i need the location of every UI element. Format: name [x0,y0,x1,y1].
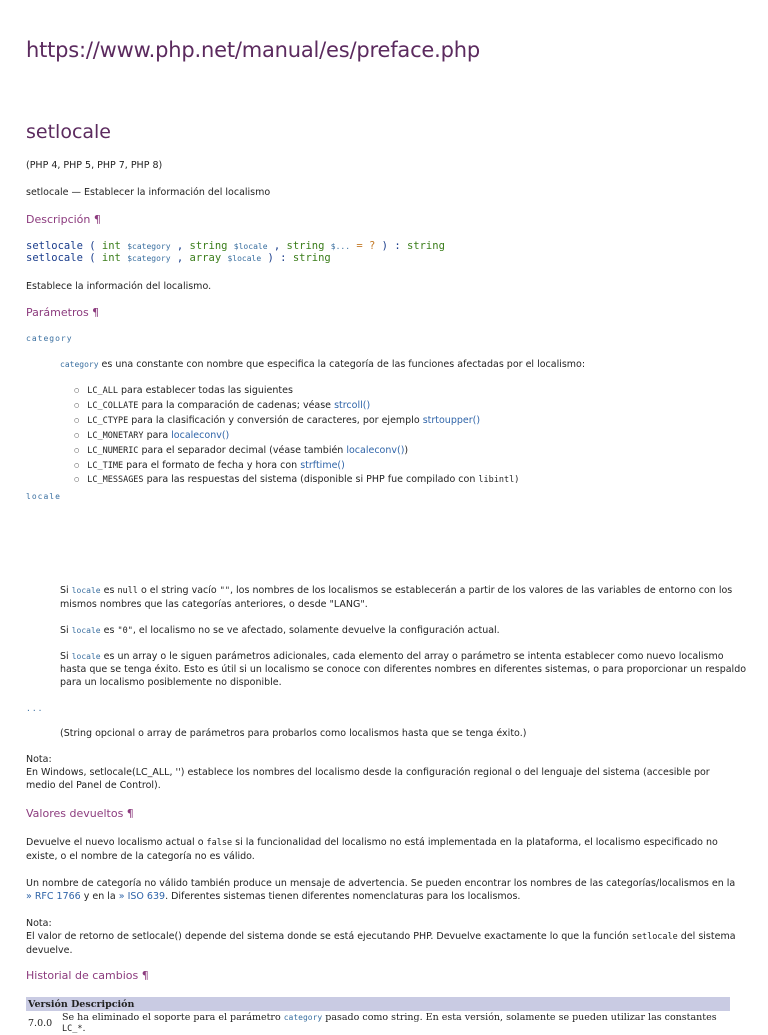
valores-note-label: Nota: [26,918,52,929]
changelog-description: Se ha eliminado el soporte para el parámetro category pasado como string. En esta versión, solamente se pueden utilizar las constantes LC_*. [62,1012,717,1034]
option-tail: libintl) [478,475,520,486]
option-constant: LC_TIME [87,460,124,471]
page-title: setlocale [26,121,111,143]
table-row [26,1011,730,1035]
heading-parametros[interactable]: Parámetros ¶ [26,306,100,319]
valores-paragraph-1: Devuelve el nuevo localismo actual o false si la funcionalidad del localismo no está implementada en la plataforma, el localismo especificado no existe, o el nombre de la categoría no es válido. [26,837,718,862]
changelog-table [26,997,730,1035]
option-constant: LC_NUMERIC [87,445,139,456]
param-term-category: category [26,334,73,343]
list-item [74,429,519,444]
option-text: para la clasificación y conversión de caracteres, por ejemplo [128,414,423,426]
valores-paragraph-2: Un nombre de categoría no válido también produce un mensaje de advertencia. Se pueden encontrar los nombres de las categorías/localismos en la » RFC 1766 y en la » ISO 639. Diferentes sistemas tienen diferentes nomenclaturas para los localismos. [26,878,736,902]
valores-note-text: El valor de retorno de setlocale() depende del sistema donde se está ejecutando PHP. Devuelve exactamente lo que la función setlocale del sistema devuelve. [26,931,736,956]
option-constant: LC_MESSAGES [87,475,144,486]
descripcion-text: Establece la información del localismo. [26,281,212,292]
sig-fn[interactable]: setlocale [26,240,83,252]
sig-fn[interactable]: setlocale [26,252,83,264]
option-tail: ) [404,444,409,456]
locale-paragraph-2: Si locale es "0", el localismo no se ve afectado, solamente devuelve la configuración actual. [60,625,500,636]
list-item [74,444,519,459]
option-link[interactable]: localeconv() [346,444,405,456]
changelog-header: Versión Descripción [26,997,730,1011]
heading-descripcion[interactable]: Descripción ¶ [26,213,101,226]
param-desc-dots: (String opcional o array de parámetros para probarlos como localismos hasta que se tenga éxito.) [60,728,527,739]
php-versions: (PHP 4, PHP 5, PHP 7, PHP 8) [26,160,163,171]
option-constant: LC_CTYPE [87,415,129,426]
option-link[interactable]: strftime() [300,459,345,471]
param-term-dots: ... [26,704,44,713]
option-text: para establecer todas las siguientes [117,385,293,396]
changelog-version: 7.0.0 [28,1017,53,1029]
note-text: En Windows, setlocale(LC_ALL, '') establece los nombres del localismo desde la configuración regional o del lenguaje del sistema (accesible por medio del Panel de Control). [26,767,710,791]
locale-paragraph-1: Si locale es null o el string vacío "", los nombres de los localismos se establecerán a partir de los valores de las variables de entorno con los mismos nombres que las categorías anteriores, o desde "LANG". [60,585,733,610]
category-options-list [74,384,519,488]
list-item [74,459,519,474]
option-constant: LC_COLLATE [87,400,139,411]
iso-639-link[interactable]: » ISO 639 [118,891,166,902]
option-constant: LC_ALL [87,386,118,396]
list-item [74,414,519,429]
refname: setlocale — Establecer la información del localismo [26,187,271,198]
heading-valores-devueltos[interactable]: Valores devueltos ¶ [26,807,134,820]
param-term-locale: locale [26,492,61,501]
changelog-header-row [26,997,730,1011]
option-text: para el formato de fecha y hora con [123,459,301,471]
option-link[interactable]: localeconv() [171,429,230,441]
list-item [74,473,519,488]
option-link[interactable]: strcoll() [334,399,371,411]
locale-paragraph-3: Si locale es un array o le siguen parámetros adicionales, cada elemento del array o parámetro se intenta establecer como nuevo localismo hasta que se tenga éxito. Esto es útil si un localismo se conoce con diferentes nombres en diferentes sistemas, o para proporcionar un respaldo para un localismo posiblemente no disponible. [60,651,747,688]
option-text: para las respuestas del sistema (disponible si PHP fue compilado con [143,474,479,486]
option-text: para el separador decimal (véase también [138,444,347,456]
param-desc-category: category es una constante con nombre que especifica la categoría de las funciones afectadas por el localismo: [60,359,586,370]
option-constant: LC_MONETARY [87,430,144,441]
option-link[interactable]: strtoupper() [422,414,481,426]
list-item [74,399,519,414]
page-url[interactable]: https://www.php.net/manual/es/preface.php [26,38,480,62]
option-text: para la comparación de cadenas; véase [138,399,335,411]
note-label: Nota: [26,754,52,765]
list-item [74,384,519,399]
rfc-1766-link[interactable]: » RFC 1766 [26,891,81,902]
option-text: para [143,429,172,441]
method-signature-2: setlocale ( int $category , array $locale ) : string [26,252,331,264]
method-signature-1: setlocale ( int $category , string $locale , string $... = ? ) : string [26,240,445,252]
heading-historial[interactable]: Historial de cambios ¶ [26,969,149,982]
